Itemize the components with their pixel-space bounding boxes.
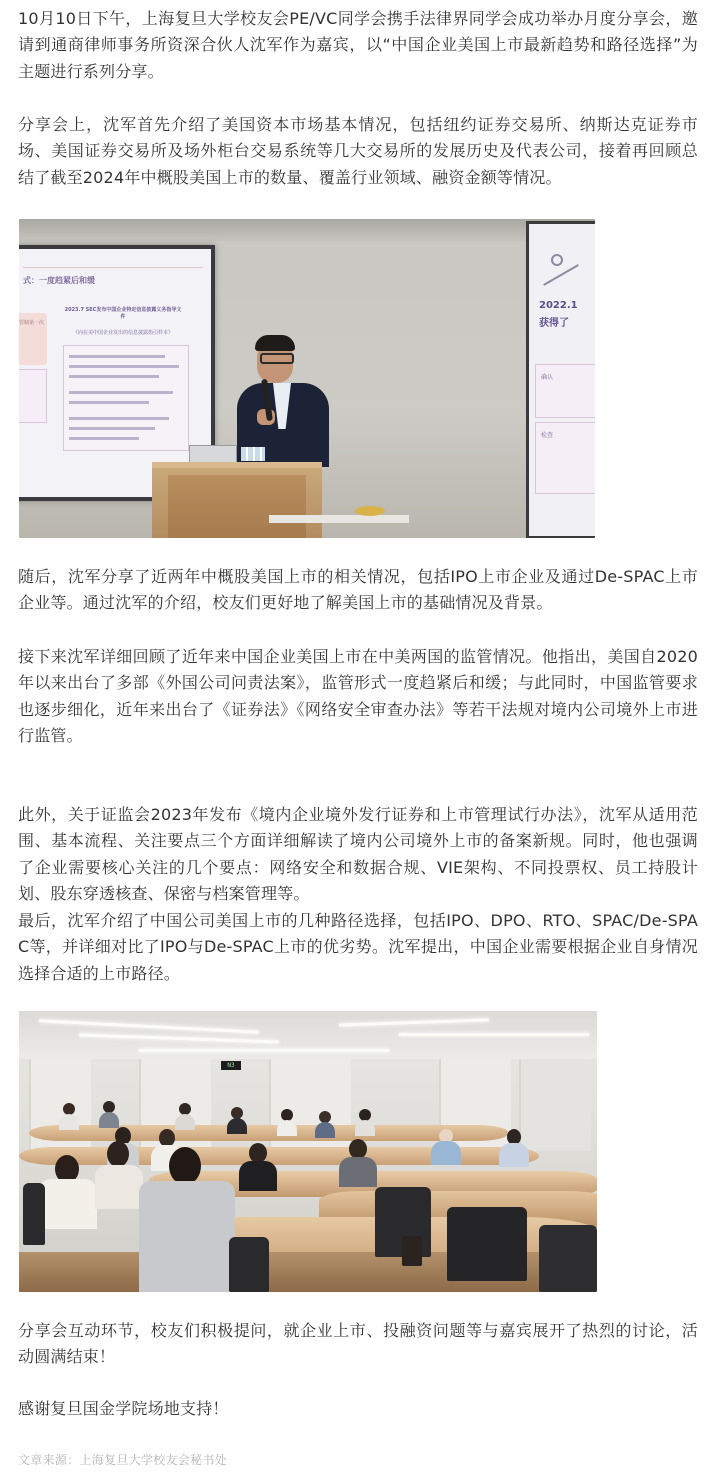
paragraph-listing-paths: 最后，沈军介绍了中国公司美国上市的几种路径选择，包括IPO、DPO、RTO、SPAC/De-SPAC等，并详细对比了IPO与De-SPAC上市的优劣势。沈军提出，中国企业需要根据企业自身情况选择合适的上市路径。 xyxy=(18,911,698,983)
paragraph-intro: 10月10日下午，上海复旦大学校友会PE/VC同学会携手法律界同学会成功举办月度分享会，邀请到通商律师事务所资深合伙人沈军作为嘉宾，以“中国企业美国上市最新趋势和路径选择”为主题进行系列分享。 xyxy=(18,9,698,81)
paragraph-market-overview: 分享会上，沈军首先介绍了美国资本市场基本情况，包括纽约证券交易所、纳斯达克证券市场、美国证券交易所及场外柜台交易系统等几大交易所的发展历史及代表公司，接着再回顾总结了截至2024年中概股美国上市的数量、覆盖行业领域、融资金额等情况。 xyxy=(18,115,698,187)
paragraph-thanks: 感谢复旦国金学院场地支持！ xyxy=(18,1399,229,1418)
coffee-cup xyxy=(402,1236,422,1266)
lecture-photo xyxy=(19,219,595,538)
classroom-photo xyxy=(19,1011,597,1292)
paragraph-recent-listings: 随后，沈军分享了近两年中概股美国上市的相关情况，包括IPO上市企业及通过De-SPAC上市企业等。通过沈军的介绍，校友们更好地了解美国上市的基础情况及背景。 xyxy=(18,567,698,613)
slide-right-bullet-2: 检查 xyxy=(541,432,554,439)
paragraph-qa: 分享会互动环节，校友们积极提问，就企业上市、投融资问题等与嘉宾展开了热烈的讨论，活动圆满结束！ xyxy=(18,1321,698,1367)
slide-left-tag: 管制第一次 xyxy=(19,320,45,326)
slide-right-date: 2022.1 xyxy=(539,300,578,311)
slide-right-text: 获得了 xyxy=(539,318,569,329)
slide-left-sub: 《向在美中国企业发出的信息披露指引样本》 xyxy=(72,330,173,336)
slide-right-bullet-1: 确认 xyxy=(541,374,554,381)
article-source: 文章来源：上海复旦大学校友会秘书处 xyxy=(18,1453,228,1467)
projection-screen-right xyxy=(526,221,595,538)
slide-left-heading: 2023.7 SEC发布中国企业特定信息披露义务指导文件 xyxy=(64,307,182,320)
slide-left-title: 式：一度趋紧后和缓 xyxy=(23,276,95,285)
paragraph-regulation: 接下来沈军详细回顾了近年来中国企业美国上市在中美两国的监管情况。他指出，美国自2020年以来出台了多部《外国公司问责法案》，监管形式一度趋紧后和缓；与此同时，中国监管要求也逐步细化，近年来出台了《证券法》《网络安全审查办法》等若干法规对境内公司境外上市进行监管。 xyxy=(18,647,698,746)
paragraph-csrc-rules: 此外，关于证监会2023年发布《境内企业境外发行证券和上市管理试行办法》，沈军从适用范围、基本流程、关注要点三个方面详细解读了境内公司境外上市的备案新规。同时，他也强调了企业需要核心关注的几个要点：网络安全和数据合规、VIE架构、不同投票权、员工持股计划、股东穿透核查、保密与档案管理等。 xyxy=(18,805,698,904)
exit-sign: N3 xyxy=(221,1061,241,1070)
